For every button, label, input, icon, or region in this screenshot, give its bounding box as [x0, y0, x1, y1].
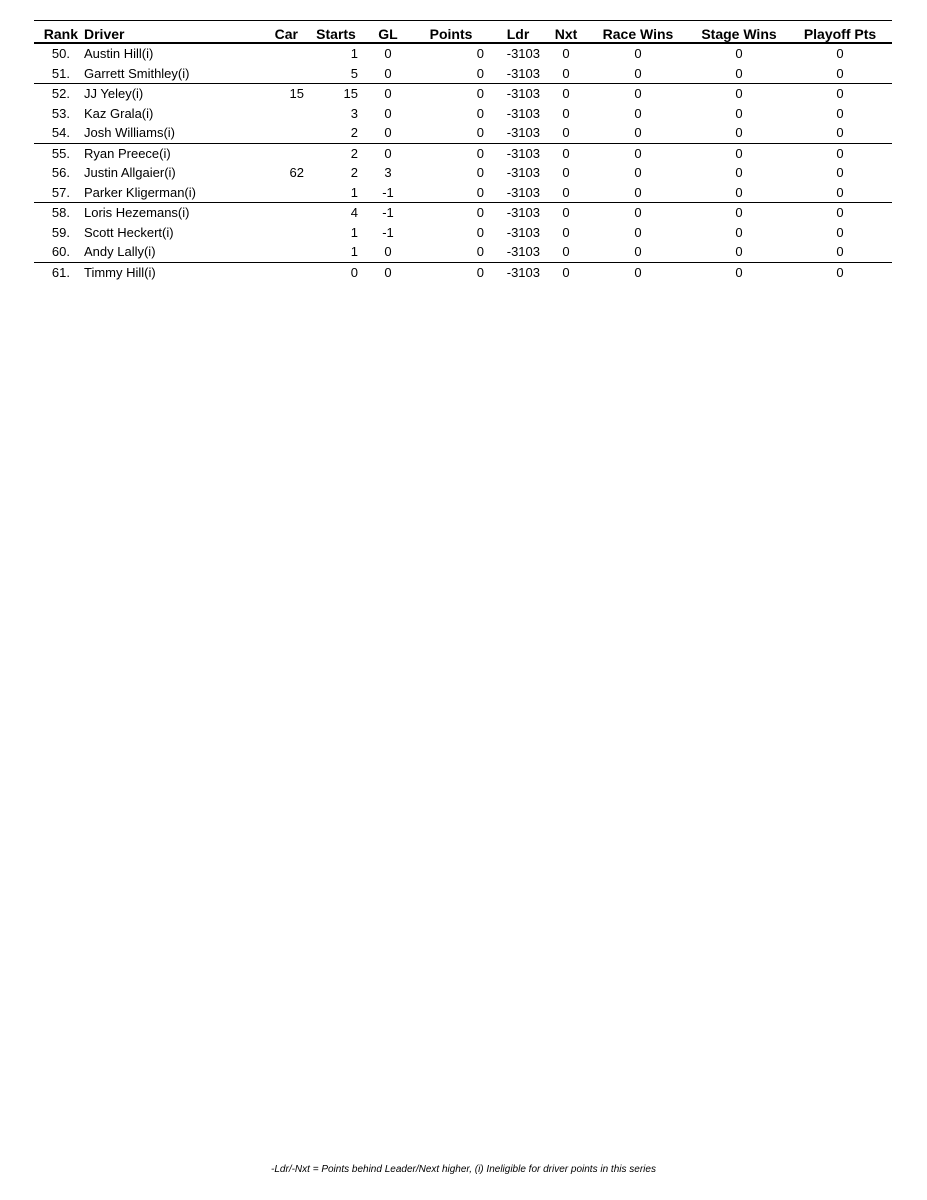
cell-car: [264, 104, 308, 124]
header-nxt: Nxt: [554, 26, 578, 42]
table-row: [34, 242, 892, 262]
cell-rank: 59.: [51, 224, 70, 240]
cell-driver: Andy Lally(i): [84, 242, 264, 262]
cell-rank: 53.: [51, 105, 70, 121]
cell-ldr: -3103: [506, 224, 540, 240]
cell-driver: Ryan Preece(i): [84, 145, 171, 161]
cell-playoff-pts: 0: [836, 224, 844, 240]
cell-race-wins: 0: [586, 64, 690, 84]
cell-race-wins: 0: [634, 145, 642, 161]
cell-car: 62: [289, 165, 304, 181]
cell-race-wins: 0: [634, 224, 642, 240]
cell-rank: 60.: [34, 242, 84, 262]
cell-rank: 57.: [34, 183, 84, 203]
header-driver: Driver: [84, 26, 125, 42]
cell-driver: Justin Allgaier(i): [84, 165, 176, 181]
cell-gl: -1: [382, 205, 394, 221]
cell-starts: 1: [350, 224, 358, 240]
cell-points: 0: [412, 183, 490, 203]
cell-gl: 0: [364, 64, 412, 84]
cell-playoff-pts: 0: [788, 64, 892, 84]
cell-race-wins: 0: [586, 123, 690, 143]
table-row: [34, 84, 892, 104]
cell-ldr: -3103: [506, 86, 540, 102]
cell-driver: Garrett Smithley(i): [84, 64, 264, 84]
cell-rank: 54.: [34, 123, 84, 143]
cell-driver: Parker Kligerman(i): [84, 183, 264, 203]
table-row: [34, 203, 892, 223]
table-row: [34, 64, 892, 84]
cell-playoff-pts: 0: [788, 183, 892, 203]
cell-stage-wins: 0: [690, 123, 788, 143]
cell-car: [264, 43, 308, 64]
cell-driver: Josh Williams(i): [84, 123, 264, 143]
cell-gl: -1: [364, 183, 412, 203]
cell-stage-wins: 0: [735, 205, 743, 221]
cell-starts: 1: [308, 183, 364, 203]
cell-stage-wins: 0: [735, 145, 743, 161]
cell-playoff-pts: 0: [788, 242, 892, 262]
cell-starts: 2: [350, 165, 358, 181]
cell-race-wins: 0: [586, 183, 690, 203]
header-rank: Rank: [43, 26, 78, 42]
standings-table: [34, 20, 892, 282]
cell-nxt: 0: [562, 105, 570, 121]
cell-race-wins: 0: [634, 105, 642, 121]
cell-race-wins: 0: [634, 205, 642, 221]
cell-nxt: 0: [546, 123, 586, 143]
cell-ldr: -3103: [506, 145, 540, 161]
cell-playoff-pts: 0: [836, 205, 844, 221]
cell-rank: 52.: [51, 86, 70, 102]
cell-gl: 0: [384, 46, 392, 62]
table-row: [34, 223, 892, 243]
header-points: Points: [429, 26, 473, 42]
cell-rank: 51.: [34, 64, 84, 84]
cell-driver: Kaz Grala(i): [84, 105, 154, 121]
cell-ldr: -3103: [506, 264, 540, 280]
cell-driver: Scott Heckert(i): [84, 224, 174, 240]
cell-rank: 61.: [51, 264, 70, 280]
cell-starts: 4: [350, 205, 358, 221]
cell-stage-wins: 0: [690, 242, 788, 262]
cell-gl: 0: [384, 105, 392, 121]
cell-driver: Loris Hezemans(i): [84, 205, 190, 221]
cell-nxt: 0: [562, 205, 570, 221]
cell-playoff-pts: 0: [836, 105, 844, 121]
cell-nxt: 0: [562, 145, 570, 161]
cell-race-wins: 0: [634, 46, 642, 62]
cell-car: [264, 183, 308, 203]
header-car: Car: [274, 26, 298, 42]
cell-nxt: 0: [562, 264, 570, 280]
cell-car: [264, 223, 308, 243]
cell-starts: 0: [350, 264, 358, 280]
cell-car: [264, 242, 308, 262]
table-row: [34, 183, 892, 203]
cell-points: 0: [476, 264, 484, 280]
footnote: -Ldr/-Nxt = Points behind Leader/Next higher, (i) Ineligible for driver points in this series: [271, 1164, 656, 1175]
cell-playoff-pts: 0: [836, 264, 844, 280]
cell-stage-wins: 0: [735, 86, 743, 102]
table-row: [34, 262, 892, 282]
cell-playoff-pts: 0: [836, 165, 844, 181]
cell-starts: 1: [308, 242, 364, 262]
cell-points: 0: [412, 123, 490, 143]
header-playoff-pts: Playoff Pts: [803, 26, 877, 42]
cell-ldr: -3103: [506, 205, 540, 221]
cell-race-wins: 0: [634, 264, 642, 280]
cell-playoff-pts: 0: [836, 145, 844, 161]
header-race-wins: Race Wins: [602, 26, 674, 42]
cell-gl: 0: [384, 86, 392, 102]
cell-car: [264, 143, 308, 163]
table-row: [34, 163, 892, 183]
cell-rank: 58.: [51, 205, 70, 221]
header-gl: GL: [378, 26, 398, 42]
cell-rank: 55.: [51, 145, 70, 161]
cell-stage-wins: 0: [690, 64, 788, 84]
cell-gl: 0: [364, 123, 412, 143]
cell-points: 0: [476, 46, 484, 62]
cell-race-wins: 0: [586, 242, 690, 262]
header-starts: Starts: [316, 26, 356, 42]
cell-nxt: 0: [546, 183, 586, 203]
cell-driver: JJ Yeley(i): [84, 86, 144, 102]
cell-car: [264, 203, 308, 223]
cell-stage-wins: 0: [690, 183, 788, 203]
cell-nxt: 0: [562, 165, 570, 181]
cell-starts: 2: [308, 123, 364, 143]
cell-gl: -1: [382, 224, 394, 240]
cell-starts: 5: [308, 64, 364, 84]
cell-car: 15: [289, 86, 304, 102]
cell-points: 0: [476, 145, 484, 161]
cell-driver: Austin Hill(i): [84, 46, 154, 62]
cell-points: 0: [476, 224, 484, 240]
cell-ldr: -3103: [506, 105, 540, 121]
cell-gl: 0: [364, 242, 412, 262]
cell-points: 0: [476, 105, 484, 121]
cell-stage-wins: 0: [735, 46, 743, 62]
cell-car: [264, 262, 308, 282]
table-row: [34, 143, 892, 163]
cell-nxt: 0: [562, 224, 570, 240]
cell-stage-wins: 0: [735, 105, 743, 121]
cell-ldr: -3103: [490, 123, 546, 143]
cell-stage-wins: 0: [735, 165, 743, 181]
cell-car: [264, 64, 308, 84]
cell-race-wins: 0: [634, 86, 642, 102]
cell-ldr: -3103: [490, 64, 546, 84]
cell-points: 0: [412, 64, 490, 84]
cell-points: 0: [476, 165, 484, 181]
cell-stage-wins: 0: [735, 224, 743, 240]
cell-gl: 0: [384, 264, 392, 280]
cell-ldr: -3103: [506, 46, 540, 62]
cell-starts: 2: [350, 145, 358, 161]
cell-points: 0: [412, 242, 490, 262]
header-stage-wins: Stage Wins: [701, 26, 777, 42]
cell-points: 0: [476, 86, 484, 102]
cell-race-wins: 0: [634, 165, 642, 181]
table-row: [34, 43, 892, 64]
cell-gl: 3: [384, 165, 392, 181]
table-row: [34, 123, 892, 143]
cell-ldr: -3103: [490, 242, 546, 262]
cell-driver: Timmy Hill(i): [84, 264, 156, 280]
cell-ldr: -3103: [490, 183, 546, 203]
cell-stage-wins: 0: [735, 264, 743, 280]
cell-nxt: 0: [562, 86, 570, 102]
cell-starts: 1: [350, 46, 358, 62]
cell-starts: 3: [350, 105, 358, 121]
cell-rank: 56.: [51, 165, 70, 181]
cell-playoff-pts: 0: [788, 123, 892, 143]
header-ldr: Ldr: [506, 26, 530, 42]
cell-ldr: -3103: [506, 165, 540, 181]
table-header-row: [34, 21, 892, 44]
cell-gl: 0: [384, 145, 392, 161]
cell-starts: 15: [343, 86, 358, 102]
cell-points: 0: [476, 205, 484, 221]
cell-playoff-pts: 0: [836, 46, 844, 62]
cell-playoff-pts: 0: [836, 86, 844, 102]
cell-nxt: 0: [546, 242, 586, 262]
cell-rank: 50.: [51, 46, 70, 62]
cell-nxt: 0: [546, 64, 586, 84]
table-row: [34, 104, 892, 124]
cell-nxt: 0: [562, 46, 570, 62]
cell-car: [264, 123, 308, 143]
